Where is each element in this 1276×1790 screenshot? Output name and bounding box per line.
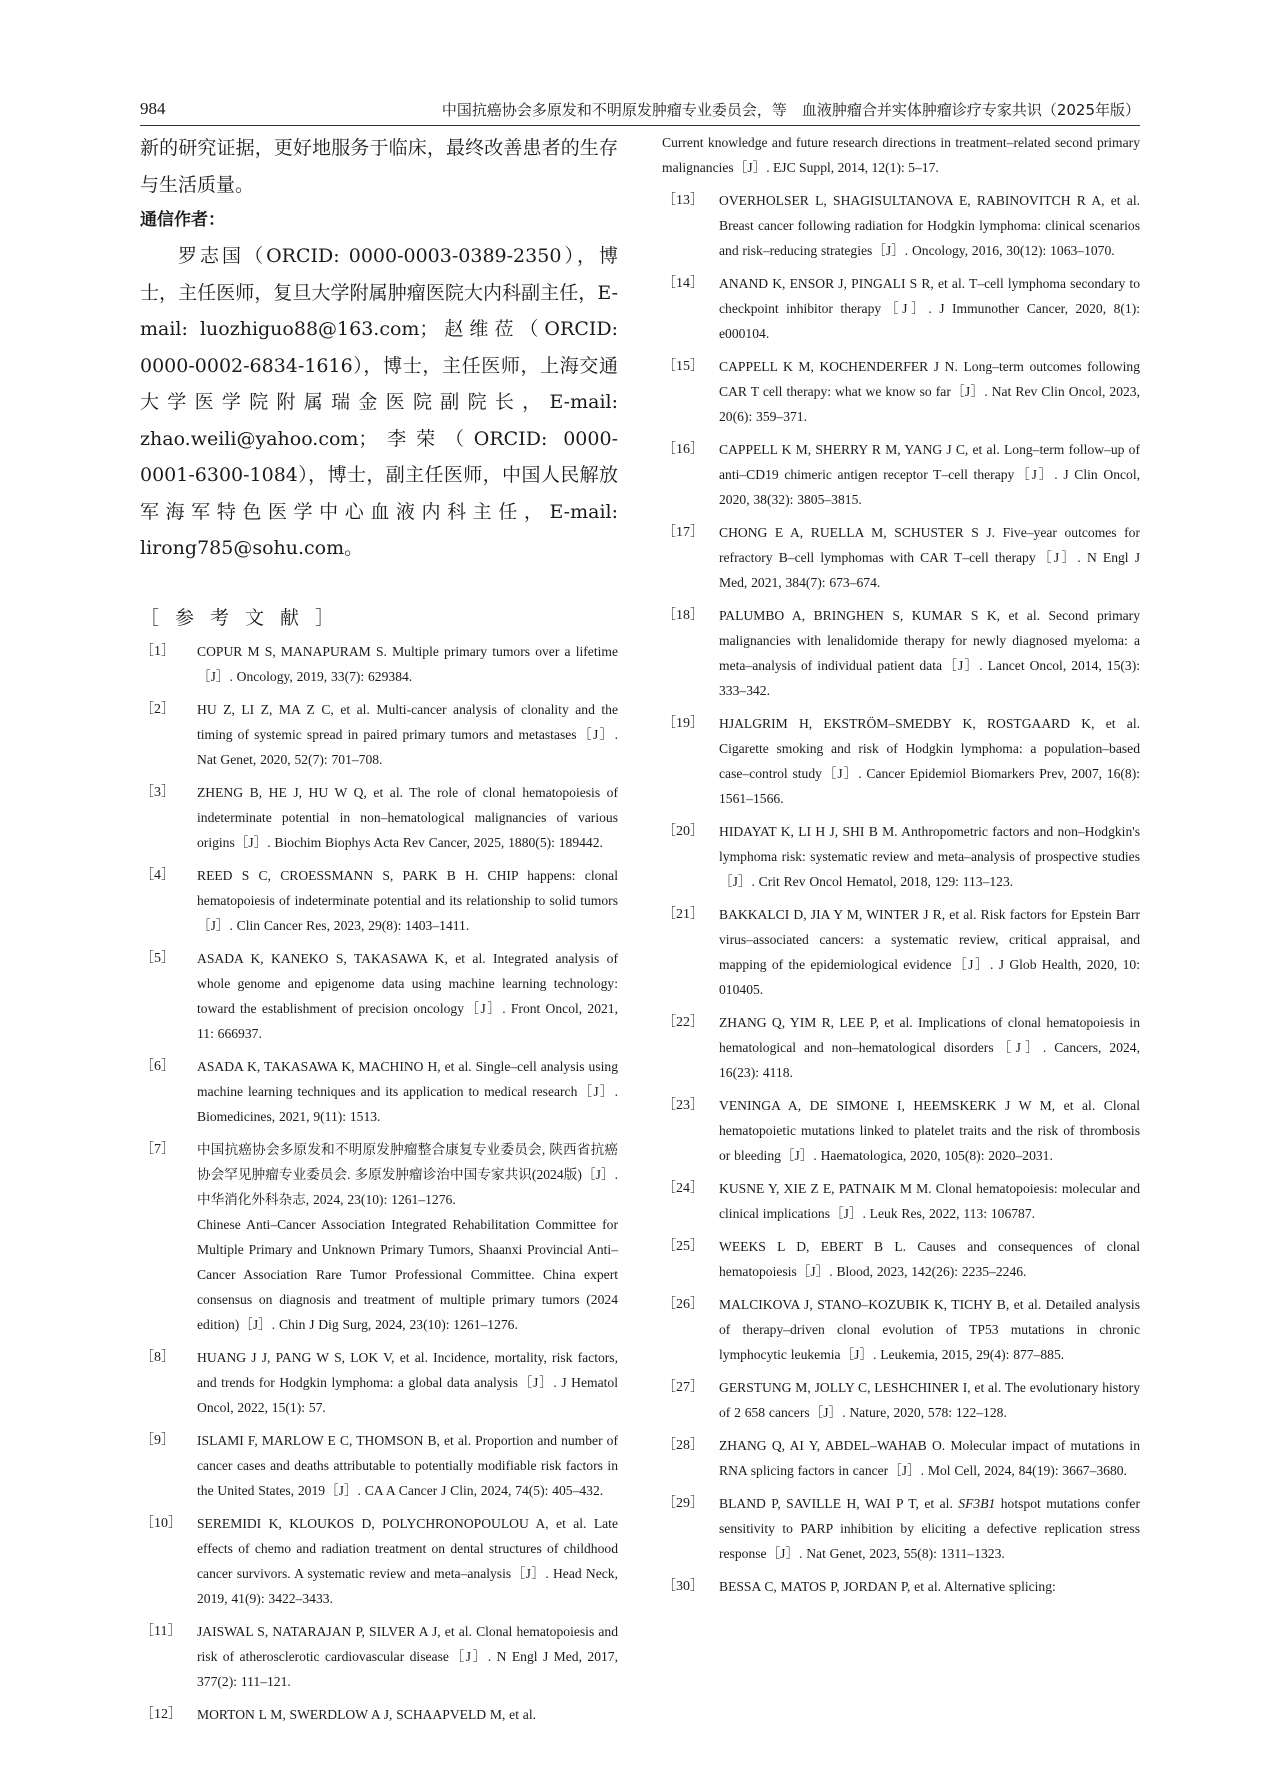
left-column: [140, 130, 618, 1735]
reference-item: [662, 1010, 1140, 1085]
reference-item: [140, 1702, 618, 1727]
reference-item: [140, 1054, 618, 1129]
reference-number: ［4］: [140, 867, 175, 883]
reference-text: BAKKALCI D, JIA Y M, WINTER J R, et al. Risk factors for Epstein Barr virus–associated cancers: a systematic review, critical appraisal, and mapping of the epidemiological evidence［J］. J Glob Health, 2020, 10: 010405.: [719, 907, 1140, 997]
reference-item: [662, 1574, 1140, 1599]
reference-item: [140, 1137, 618, 1337]
reference-item: [140, 697, 618, 772]
reference-item: [140, 639, 618, 689]
reference-number: ［24］: [662, 1181, 704, 1196]
reference-number: ［13］: [662, 193, 704, 208]
page-number: 984: [140, 99, 166, 118]
reference-item: [662, 188, 1140, 263]
reference-number: ［9］: [140, 1432, 175, 1448]
reference-number: ［26］: [662, 1297, 704, 1312]
reference-number: ［27］: [662, 1380, 704, 1395]
reference-item: [662, 354, 1140, 429]
correspondence-text: 罗志国（ORCID: 0000-0003-0389-2350），博士，主任医师，复旦大学附属肿瘤医院大内科副主任，E-mail: luozhiguo88@163.com；赵维莅（ORCID: 0000-0002-6834-1616），博士，主任医师，上海交通大学医学院附属瑞金医院副院长，E-mail: zhao.weili@yahoo.com；李荣（ORCID: 0000-0001-6300-1084），博士，副主任医师，中国人民解放军海军特色医学中心血液内科主任，E-mail: lirong785@sohu.com。: [140, 245, 618, 559]
reference-number: ［20］: [662, 824, 704, 839]
reference-number: ［15］: [662, 359, 704, 374]
reference-item: [662, 1433, 1140, 1483]
right-column: [662, 130, 1140, 1607]
reference-item: [662, 819, 1140, 894]
reference-item: [662, 1292, 1140, 1367]
reference-text: WEEKS L D, EBERT B L. Causes and consequences of clonal hematopoiesis［J］. Blood, 2023, 142(26): 2235–2246.: [719, 1239, 1140, 1279]
reference-number: ［6］: [140, 1058, 175, 1074]
reference-number: ［18］: [662, 608, 704, 623]
reference-text: SEREMIDI K, KLOUKOS D, POLYCHRONOPOULOU A, et al. Late effects of chemo and radiation treatment on dental structures of childhood cancer survivors. A systematic review and meta–analysis［J］. Head Neck, 2019, 41(9): 3422–3433.: [197, 1515, 618, 1606]
reference-text: PALUMBO A, BRINGHEN S, KUMAR S K, et al. Second primary malignancies with lenalidomide therapy for newly diagnosed myeloma: a meta–analysis of individual patient data［J］. Lancet Oncol, 2014, 15(3): 333–342.: [719, 608, 1140, 698]
reference-text: GERSTUNG M, JOLLY C, LESHCHINER I, et al. The evolutionary history of 2 658 cancers［J］. Nature, 2020, 578: 122–128.: [719, 1380, 1140, 1420]
reference-text: CAPPELL K M, SHERRY R M, YANG J C, et al. Long–term follow–up of anti–CD19 chimeric antigen receptor T–cell therapy［J］. J Clin Oncol, 2020, 38(32): 3805–3815.: [719, 442, 1140, 507]
reference-text: HU Z, LI Z, MA Z C, et al. Multi-cancer analysis of clonality and the timing of systemic spread in paired primary tumors and metastases［J］. Nat Genet, 2020, 52(7): 701–708.: [197, 701, 618, 767]
reference-text: HIDAYAT K, LI H J, SHI B M. Anthropometric factors and non–Hodgkin's lymphoma risk: systematic review and meta–analysis of prospective studies［J］. Crit Rev Oncol Hematol, 2018, 129: 113–123.: [719, 824, 1140, 889]
reference-12-continuation: Current knowledge and future research directions in treatment–related second primary malignancies［J］. EJC Suppl, 2014, 12(1): 5–17.: [662, 135, 1140, 175]
reference-number: ［3］: [140, 784, 175, 800]
reference-text: BLAND P, SAVILLE H, WAI P T, et al. SF3B1 hotspot mutations confer sensitivity to PARP inhibition by eliciting a defective replication stress response［J］. Nat Genet, 2023, 55(8): 1311–1323.: [719, 1496, 1140, 1561]
reference-text: MORTON L M, SWERDLOW A J, SCHAAPVELD M, et al.: [197, 1706, 536, 1722]
reference-item: [662, 902, 1140, 1002]
reference-text: ANAND K, ENSOR J, PINGALI S R, et al. T–cell lymphoma secondary to checkpoint inhibitor therapy［J］. J Immunother Cancer, 2020, 8(1): e000104.: [719, 276, 1140, 341]
reference-item: [662, 437, 1140, 512]
reference-item: [662, 1234, 1140, 1284]
running-header: [140, 99, 1140, 123]
reference-number: ［21］: [662, 907, 704, 922]
reference-item: [140, 946, 618, 1046]
reference-item: [662, 1093, 1140, 1168]
reference-item: [140, 1428, 618, 1503]
correspondence-heading: 通信作者：: [140, 210, 225, 230]
reference-text: CHONG E A, RUELLA M, SCHUSTER S J. Five–year outcomes for refractory B–cell lymphomas with CAR T–cell therapy［J］. N Engl J Med, 2021, 384(7): 673–674.: [719, 525, 1140, 590]
reference-text: HJALGRIM H, EKSTRÖM–SMEDBY K, ROSTGAARD K, et al. Cigarette smoking and risk of Hodgkin lymphoma: a population–based case–control study［J］. Cancer Epidemiol Biomarkers Prev, 2007, 16(8): 1561–1566.: [719, 716, 1140, 806]
reference-number: ［17］: [662, 525, 704, 540]
reference-number: ［2］: [140, 701, 175, 717]
reference-text: KUSNE Y, XIE Z E, PATNAIK M M. Clonal hematopoiesis: molecular and clinical implications［J］. Leuk Res, 2022, 113: 106787.: [719, 1181, 1140, 1221]
reference-item: [662, 271, 1140, 346]
reference-number: ［5］: [140, 950, 175, 966]
closing-paragraph: 新的研究证据，更好地服务于临床，最终改善患者的生存与生活质量。: [140, 137, 618, 196]
reference-item: [662, 603, 1140, 703]
reference-text: ZHANG Q, AI Y, ABDEL–WAHAB O. Molecular impact of mutations in RNA splicing factors in cancer［J］. Mol Cell, 2024, 84(19): 3667–3680.: [719, 1438, 1140, 1478]
reference-text: ZHANG Q, YIM R, LEE P, et al. Implications of clonal hematopoiesis in hematological and non–hematological disorders［J］. Cancers, 2024, 16(23): 4118.: [719, 1015, 1140, 1080]
references-heading: ［参考文献］: [140, 606, 351, 629]
reference-item: [662, 520, 1140, 595]
reference-number: ［19］: [662, 716, 704, 731]
reference-text: COPUR M S, MANAPURAM S. Multiple primary tumors over a lifetime［J］. Oncology, 2019, 33(7): 629384.: [197, 643, 618, 684]
reference-english-translation: Chinese Anti–Cancer Association Integrated Rehabilitation Committee for Multiple Primary and Unknown Primary Tumors, Shaanxi Provincial Anti–Cancer Association Rare Tumor Professional Committee. China expert consensus on diagnosis and treatment of multiple primary tumors (2024 edition)［J］. Chin J Dig Surg, 2024, 23(10): 1261–1276.: [197, 1216, 618, 1332]
reference-item: [140, 780, 618, 855]
header-rule: [140, 125, 1140, 126]
reference-number: ［28］: [662, 1438, 704, 1453]
reference-text: HUANG J J, PANG W S, LOK V, et al. Incidence, mortality, risk factors, and trends for Hodgkin lymphoma: a global data analysis［J］. J Hematol Oncol, 2022, 15(1): 57.: [197, 1349, 618, 1415]
reference-number: ［30］: [662, 1579, 704, 1594]
reference-text: JAISWAL S, NATARAJAN P, SILVER A J, et al. Clonal hematopoiesis and risk of atherosclerotic cardiovascular disease［J］. N Engl J Med, 2017, 377(2): 111–121.: [197, 1623, 618, 1689]
reference-number: ［12］: [140, 1706, 182, 1722]
reference-number: ［22］: [662, 1015, 704, 1030]
reference-text: BESSA C, MATOS P, JORDAN P, et al. Alternative splicing:: [719, 1579, 1056, 1594]
reference-number: ［14］: [662, 276, 704, 291]
reference-text: REED S C, CROESSMANN S, PARK B H. CHIP happens: clonal hematopoiesis of indeterminate potential and its relationship to solid tumors［J］. Clin Cancer Res, 2023, 29(8): 1403–1411.: [197, 867, 618, 933]
reference-item: [662, 711, 1140, 811]
reference-number: ［7］: [140, 1141, 175, 1157]
reference-text: VENINGA A, DE SIMONE I, HEEMSKERK J W M, et al. Clonal hematopoietic mutations linked to platelet traits and the risk of thrombosis or bleeding［J］. Haematologica, 2020, 105(8): 2020–2031.: [719, 1098, 1140, 1163]
reference-list-left: [140, 639, 618, 1727]
reference-number: ［8］: [140, 1349, 175, 1365]
reference-item: [662, 1491, 1140, 1566]
gene-name: SF3B1: [958, 1496, 996, 1511]
reference-item: [140, 863, 618, 938]
reference-text: OVERHOLSER L, SHAGISULTANOVA E, RABINOVITCH R A, et al. Breast cancer following radiation for Hodgkin lymphoma: clinical scenarios and risk–reducing strategies［J］. Oncology, 2016, 30(12): 1063–1070.: [719, 193, 1140, 258]
reference-text: MALCIKOVA J, STANO–KOZUBIK K, TICHY B, et al. Detailed analysis of therapy–driven clonal evolution of TP53 mutations in chronic lymphocytic leukemia［J］. Leukemia, 2015, 29(4): 877–885.: [719, 1297, 1140, 1362]
reference-item: [140, 1619, 618, 1694]
reference-number: ［10］: [140, 1515, 182, 1531]
reference-item: [140, 1345, 618, 1420]
reference-item: [662, 1176, 1140, 1226]
reference-item: [140, 1511, 618, 1611]
reference-number: ［1］: [140, 643, 175, 659]
reference-text: 中国抗癌协会多原发和不明原发肿瘤整合康复专业委员会, 陕西省抗癌协会罕见肿瘤专业委员会. 多原发肿瘤诊治中国专家共识(2024版)［J］. 中华消化外科杂志, 2024, 23(10): 1261–1276.: [197, 1141, 618, 1207]
reference-item: [662, 1375, 1140, 1425]
reference-text: CAPPELL K M, KOCHENDERFER J N. Long–term outcomes following CAR T cell therapy: what we know so far［J］. Nat Rev Clin Oncol, 2023, 20(6): 359–371.: [719, 359, 1140, 424]
reference-number: ［11］: [140, 1623, 182, 1639]
reference-text: ASADA K, TAKASAWA K, MACHINO H, et al. Single–cell analysis using machine learning techniques and its application to medical research［J］. Biomedicines, 2021, 9(11): 1513.: [197, 1058, 618, 1124]
reference-number: ［25］: [662, 1239, 704, 1254]
reference-number: ［29］: [662, 1496, 704, 1511]
reference-number: ［23］: [662, 1098, 704, 1113]
reference-text: ZHENG B, HE J, HU W Q, et al. The role of clonal hematopoiesis of indeterminate potential in non–hematological malignancies of various origins［J］. Biochim Biophys Acta Rev Cancer, 2025, 1880(5): 189442.: [197, 784, 618, 850]
reference-text: ASADA K, KANEKO S, TAKASAWA K, et al. Integrated analysis of whole genome and epigenome data using machine learning technology: toward the establishment of precision oncology［J］. Front Oncol, 2021, 11: 666937.: [197, 950, 618, 1041]
reference-number: ［16］: [662, 442, 704, 457]
reference-list-right: [662, 188, 1140, 1599]
reference-text: ISLAMI F, MARLOW E C, THOMSON B, et al. Proportion and number of cancer cases and deaths attributable to potentially modifiable risk factors in the United States, 2019［J］. CA A Cancer J Clin, 2024, 74(5): 405–432.: [197, 1432, 618, 1498]
running-title: 中国抗癌协会多原发和不明原发肿瘤专业委员会，等 血液肿瘤合并实体肿瘤诊疗专家共识（2025年版）: [441, 101, 1140, 119]
